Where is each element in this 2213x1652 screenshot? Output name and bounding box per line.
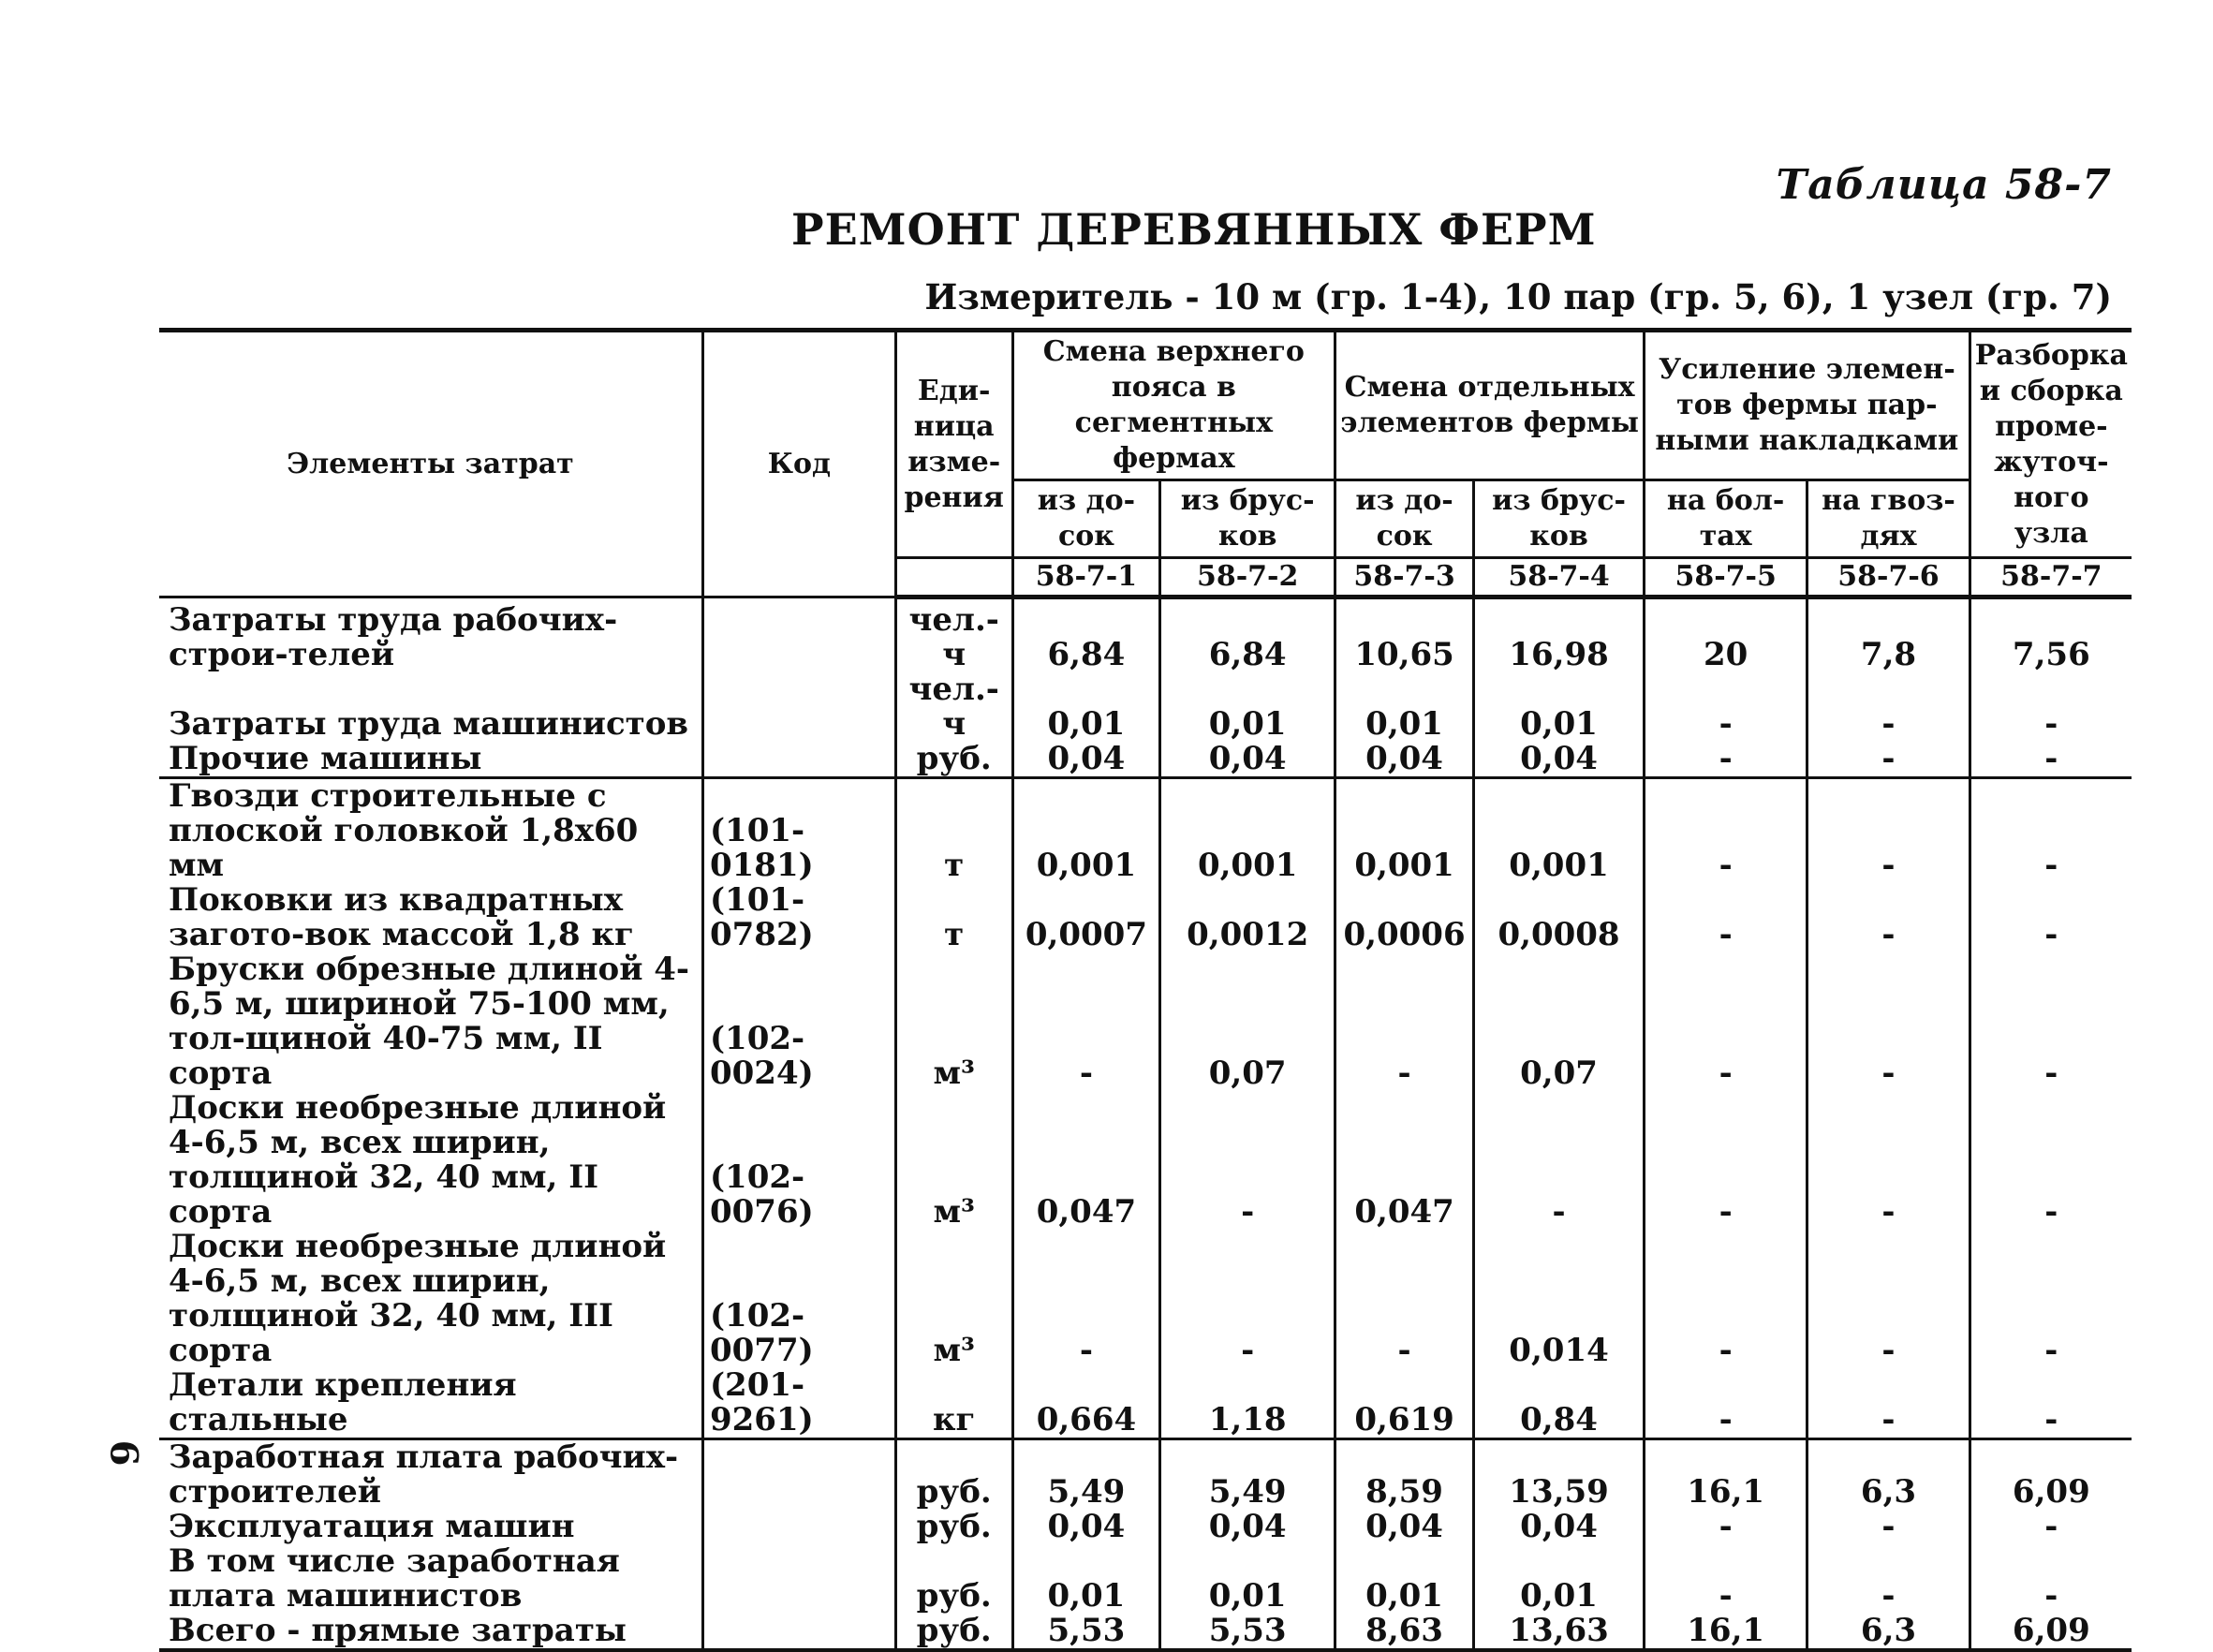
row-unit: м³	[895, 1230, 1012, 1368]
row-value: 0,04	[1335, 1510, 1474, 1544]
row-value: -	[1970, 1510, 2132, 1544]
row-name: Доски необрезные длиной 4-6,5 м, всех ширин, толщиной 32, 40 мм, III сорта	[159, 1230, 702, 1368]
header-unit: Еди-ница изме-рения	[895, 331, 1012, 558]
header-sub: из до-сок	[1335, 480, 1474, 558]
row-value: -	[1970, 1368, 2132, 1439]
table-row	[159, 952, 2132, 1091]
page-title: РЕМОНТ ДЕРЕВЯННЫХ ФЕРМ	[791, 204, 1597, 255]
row-value: 0,01	[1474, 672, 1645, 742]
row-value: -	[1645, 1510, 1807, 1544]
header-elements: Элементы затрат	[159, 331, 702, 597]
row-value: 0,04	[1012, 1510, 1160, 1544]
row-code	[702, 672, 895, 742]
row-unit: чел.-ч	[895, 597, 1012, 673]
row-value: 16,1	[1645, 1614, 1807, 1650]
row-value: -	[1645, 672, 1807, 742]
table-row	[159, 1510, 2132, 1544]
row-value: 0,01	[1012, 1544, 1160, 1614]
table-label: Таблица 58-7	[1776, 161, 2112, 209]
row-value: 1,18	[1160, 1368, 1335, 1439]
row-value: 5,53	[1012, 1614, 1160, 1650]
row-value: -	[1807, 952, 1970, 1091]
row-value: 0,01	[1335, 672, 1474, 742]
row-value: -	[1807, 1510, 1970, 1544]
row-value: 0,047	[1012, 1091, 1160, 1230]
row-code: (101-0782)	[702, 883, 895, 952]
row-code	[702, 742, 895, 778]
header-sub: на гвоз-дях	[1807, 480, 1970, 558]
row-value: 0,619	[1335, 1368, 1474, 1439]
row-value: 13,59	[1474, 1439, 1645, 1511]
table-row	[159, 1439, 2132, 1511]
row-value: 6,3	[1807, 1614, 1970, 1650]
row-unit: т	[895, 883, 1012, 952]
row-unit: м³	[895, 952, 1012, 1091]
row-code	[702, 1544, 895, 1614]
row-value: -	[1012, 1230, 1160, 1368]
row-code: (101-0181)	[702, 778, 895, 884]
row-value: -	[1807, 1091, 1970, 1230]
row-value: -	[1970, 672, 2132, 742]
header-sub: из до-сок	[1012, 480, 1160, 558]
header-row	[159, 331, 2132, 480]
row-value: -	[1335, 952, 1474, 1091]
header-group-disassembly: Разборка и сборка проме-жуточ-ного узла	[1970, 331, 2132, 558]
table-row	[159, 597, 2132, 673]
row-value: 0,0012	[1160, 883, 1335, 952]
row-value: -	[1807, 1368, 1970, 1439]
row-value: 0,664	[1012, 1368, 1160, 1439]
row-value: -	[1807, 672, 1970, 742]
row-value: 0,04	[1160, 1510, 1335, 1544]
row-code: (102-0024)	[702, 952, 895, 1091]
row-unit: т	[895, 778, 1012, 884]
norm-code: 58-7-7	[1970, 558, 2132, 597]
row-value: 13,63	[1474, 1614, 1645, 1650]
table-body	[159, 597, 2132, 1651]
row-value: -	[1970, 1230, 2132, 1368]
row-value: -	[1335, 1230, 1474, 1368]
row-value: 7,56	[1970, 597, 2132, 673]
row-value: -	[1807, 1544, 1970, 1614]
norm-code: 58-7-2	[1160, 558, 1335, 597]
row-value: 8,59	[1335, 1439, 1474, 1511]
row-name: Детали крепления стальные	[159, 1368, 702, 1439]
row-unit: руб.	[895, 1544, 1012, 1614]
row-value: -	[1970, 952, 2132, 1091]
row-value: 0,0006	[1335, 883, 1474, 952]
header-sub: на бол-тах	[1645, 480, 1807, 558]
row-value: 0,04	[1474, 1510, 1645, 1544]
row-value: 0,001	[1012, 778, 1160, 884]
row-value: -	[1807, 1230, 1970, 1368]
row-name: Доски необрезные длиной 4-6,5 м, всех ширин, толщиной 32, 40 мм, II сорта	[159, 1091, 702, 1230]
row-value: -	[1970, 1091, 2132, 1230]
row-value: 16,98	[1474, 597, 1645, 673]
row-value: 6,84	[1012, 597, 1160, 673]
row-name: Затраты труда машинистов	[159, 672, 702, 742]
row-value: 0,04	[1335, 742, 1474, 778]
row-code: (201-9261)	[702, 1368, 895, 1439]
table-row	[159, 778, 2132, 884]
row-value: 0,01	[1160, 672, 1335, 742]
table-row	[159, 1230, 2132, 1368]
row-value: 5,49	[1012, 1439, 1160, 1511]
row-name: Эксплуатация машин	[159, 1510, 702, 1544]
row-value: 0,047	[1335, 1091, 1474, 1230]
row-value: 6,09	[1970, 1614, 2132, 1650]
row-unit: кг	[895, 1368, 1012, 1439]
row-value: 0,01	[1160, 1544, 1335, 1614]
row-value: 6,09	[1970, 1439, 2132, 1511]
row-value: 0,04	[1012, 742, 1160, 778]
row-value: -	[1807, 883, 1970, 952]
row-value: 0,01	[1474, 1544, 1645, 1614]
row-value: 0,001	[1474, 778, 1645, 884]
row-value: 6,3	[1807, 1439, 1970, 1511]
row-unit: руб.	[895, 1510, 1012, 1544]
row-name: Бруски обрезные длиной 4-6,5 м, шириной 75-100 мм, тол-щиной 40-75 мм, II сорта	[159, 952, 702, 1091]
table-row	[159, 742, 2132, 778]
row-value: 8,63	[1335, 1614, 1474, 1650]
row-value: -	[1970, 778, 2132, 884]
row-value: 6,84	[1160, 597, 1335, 673]
row-value: 0,001	[1335, 778, 1474, 884]
page-number: 6	[101, 1439, 146, 1467]
norm-code: 58-7-6	[1807, 558, 1970, 597]
row-name: Гвозди строительные с плоской головкой 1,8х60 мм	[159, 778, 702, 884]
header-sub: из брус-ков	[1474, 480, 1645, 558]
norm-code: 58-7-3	[1335, 558, 1474, 597]
row-unit: чел.-ч	[895, 672, 1012, 742]
row-code	[702, 1439, 895, 1511]
table-row	[159, 672, 2132, 742]
row-name: Всего - прямые затраты	[159, 1614, 702, 1650]
header-group-upper-chord: Смена верхнего пояса в сегментных фермах	[1012, 331, 1335, 480]
row-value: -	[1645, 952, 1807, 1091]
row-unit: руб.	[895, 1439, 1012, 1511]
table-row	[159, 1368, 2132, 1439]
row-name: Заработная плата рабочих-строителей	[159, 1439, 702, 1511]
row-value: 0,84	[1474, 1368, 1645, 1439]
row-value: 0,04	[1474, 742, 1645, 778]
row-name: В том числе заработная плата машинистов	[159, 1544, 702, 1614]
row-value: 5,53	[1160, 1614, 1335, 1650]
norm-code: 58-7-5	[1645, 558, 1807, 597]
row-name: Затраты труда рабочих-строи-телей	[159, 597, 702, 673]
row-value: -	[1645, 742, 1807, 778]
row-value: -	[1012, 952, 1160, 1091]
header-unit-filler	[895, 558, 1012, 597]
cost-norms-table	[159, 328, 2132, 1652]
table-row	[159, 1614, 2132, 1650]
row-value: 0,07	[1474, 952, 1645, 1091]
row-unit: руб.	[895, 742, 1012, 778]
row-value: 0,04	[1160, 742, 1335, 778]
row-code: (102-0077)	[702, 1230, 895, 1368]
row-value: -	[1970, 883, 2132, 952]
row-name: Прочие машины	[159, 742, 702, 778]
table-row	[159, 883, 2132, 952]
row-value: 0,001	[1160, 778, 1335, 884]
row-value: 5,49	[1160, 1439, 1335, 1511]
row-value: 0,0007	[1012, 883, 1160, 952]
row-value: -	[1160, 1230, 1335, 1368]
row-code	[702, 1510, 895, 1544]
row-value: -	[1160, 1091, 1335, 1230]
row-value: -	[1645, 883, 1807, 952]
norm-code: 58-7-4	[1474, 558, 1645, 597]
table-row	[159, 1091, 2132, 1230]
row-value: 0,07	[1160, 952, 1335, 1091]
row-value: -	[1970, 1544, 2132, 1614]
row-value: 0,0008	[1474, 883, 1645, 952]
row-value: -	[1645, 1091, 1807, 1230]
row-value: 7,8	[1807, 597, 1970, 673]
row-value: 0,014	[1474, 1230, 1645, 1368]
row-unit: м³	[895, 1091, 1012, 1230]
header-code: Код	[702, 331, 895, 597]
row-unit: руб.	[895, 1614, 1012, 1650]
measure-unit-note: Измеритель - 10 м (гр. 1-4), 10 пар (гр. 5, 6), 1 узел (гр. 7)	[924, 276, 2112, 317]
row-value: 20	[1645, 597, 1807, 673]
row-value: -	[1645, 1368, 1807, 1439]
header-sub: из брус-ков	[1160, 480, 1335, 558]
row-value: -	[1807, 742, 1970, 778]
header-group-reinforcement: Усиление элемен-тов фермы пар-ными накладками	[1645, 331, 1970, 480]
row-value: 0,01	[1335, 1544, 1474, 1614]
row-name: Поковки из квадратных загото-вок массой 1,8 кг	[159, 883, 702, 952]
row-value: -	[1645, 778, 1807, 884]
row-value: -	[1970, 742, 2132, 778]
row-code	[702, 597, 895, 673]
row-value: -	[1474, 1091, 1645, 1230]
row-value: 0,01	[1012, 672, 1160, 742]
row-code: (102-0076)	[702, 1091, 895, 1230]
row-value: -	[1645, 1544, 1807, 1614]
row-value: -	[1807, 778, 1970, 884]
row-value: -	[1645, 1230, 1807, 1368]
row-value: 16,1	[1645, 1439, 1807, 1511]
row-value: 10,65	[1335, 597, 1474, 673]
table-row	[159, 1544, 2132, 1614]
norm-code: 58-7-1	[1012, 558, 1160, 597]
header-group-separate-elements: Смена отдельных элементов фермы	[1335, 331, 1645, 480]
row-code	[702, 1614, 895, 1650]
